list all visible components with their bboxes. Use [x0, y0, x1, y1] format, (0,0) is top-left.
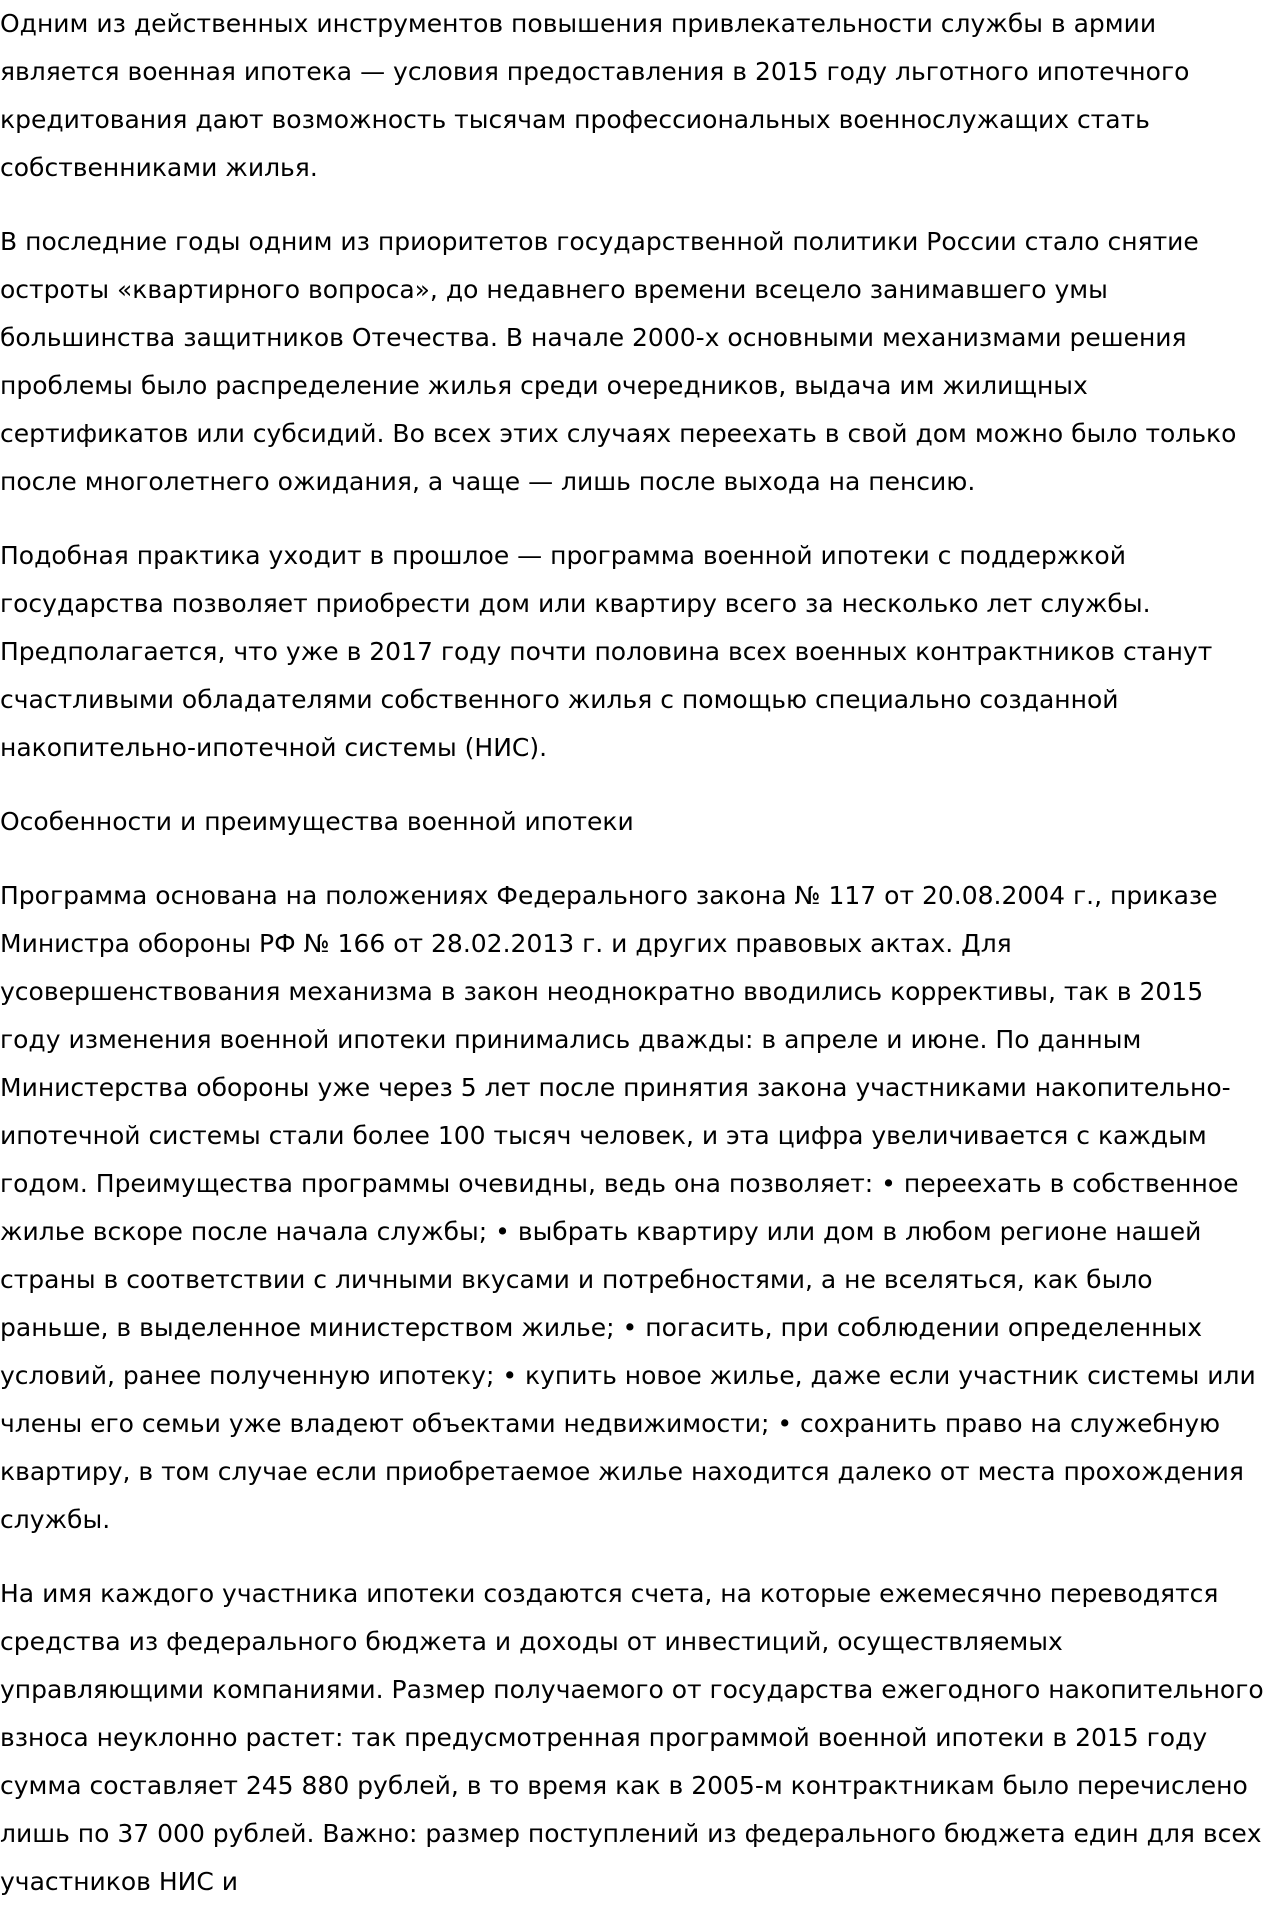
section-heading: Особенности и преимущества военной ипотеки — [0, 807, 634, 836]
accounts-paragraph: На имя каждого участника ипотеки создаются счета, на которые ежемесячно переводятся средства из федерального бюджета и доходы от инвестиций, осуществляемых управляющими компаниями. Размер получаемого от государства ежегодного накопительного взноса неуклонно растет: так предусмотренная программой военной ипотеки в 2015 году сумма составляет 245 880 рублей, в то время как в 2005-м контрактникам было перечислено лишь по 37 000 рублей. Важно: размер поступлений из федерального бюджета един для всех участников НИС и — [0, 1579, 1264, 1896]
housing-policy-paragraph: В последние годы одним из приоритетов государственной политики России стало снятие остроты «квартирного вопроса», до недавнего времени всецело занимавшего умы большинства защитников Отечества. В начале 2000-х основными механизмами решения проблемы было распределение жилья среди очередников, выдача им жилищных сертификатов или субсидий. Во всех этих случаях переехать в свой дом можно было только после многолетнего ожидания, а чаще — лишь после выхода на пенсию. — [0, 227, 1237, 496]
nis-paragraph: Подобная практика уходит в прошлое — программа военной ипотеки с поддержкой государства позволяет приобрести дом или квартиру всего за несколько лет службы. Предполагается, что уже в 2017 году почти половина всех военных контрактников станут счастливыми обладателями собственного жилья с помощью специально созданной накопительно-ипотечной системы (НИС). — [0, 541, 1213, 762]
intro-paragraph: Одним из действенных инструментов повышения привлекательности службы в армии является военная ипотека — условия предоставления в 2015 году льготного ипотечного кредитования дают возможность тысячам профессиональных военнослужащих стать собственниками жилья. — [0, 9, 1190, 182]
advantages-paragraph: Программа основана на положениях Федерального закона № 117 от 20.08.2004 г., приказе Министра обороны РФ № 166 от 28.02.2013 г. и других правовых актах. Для усовершенствования механизма в закон неоднократно вводились коррективы, так в 2015 году изменения военной ипотеки принимались дважды: в апреле и июне. По данным Министерства обороны уже через 5 лет после принятия закона участниками накопительно-ипотечной системы стали более 100 тысяч человек, и эта цифра увеличивается с каждым годом. Преимущества программы очевидны, ведь она позволяет: • переехать в собственное жилье вскоре после начала службы; • выбрать квартиру или дом в любом регионе нашей страны в соответствии с личными вкусами и потребностями, а не вселяться, как было раньше, в выделенное министерством жилье; • погасить, при соблюдении определенных условий, ранее полученную ипотеку; • купить новое жилье, даже если участник системы или члены его семьи уже владеют объектами недвижимости; • сохранить право на служебную квартиру, в том случае если приобретаемое жилье находится далеко от места прохождения службы. — [0, 881, 1256, 1534]
